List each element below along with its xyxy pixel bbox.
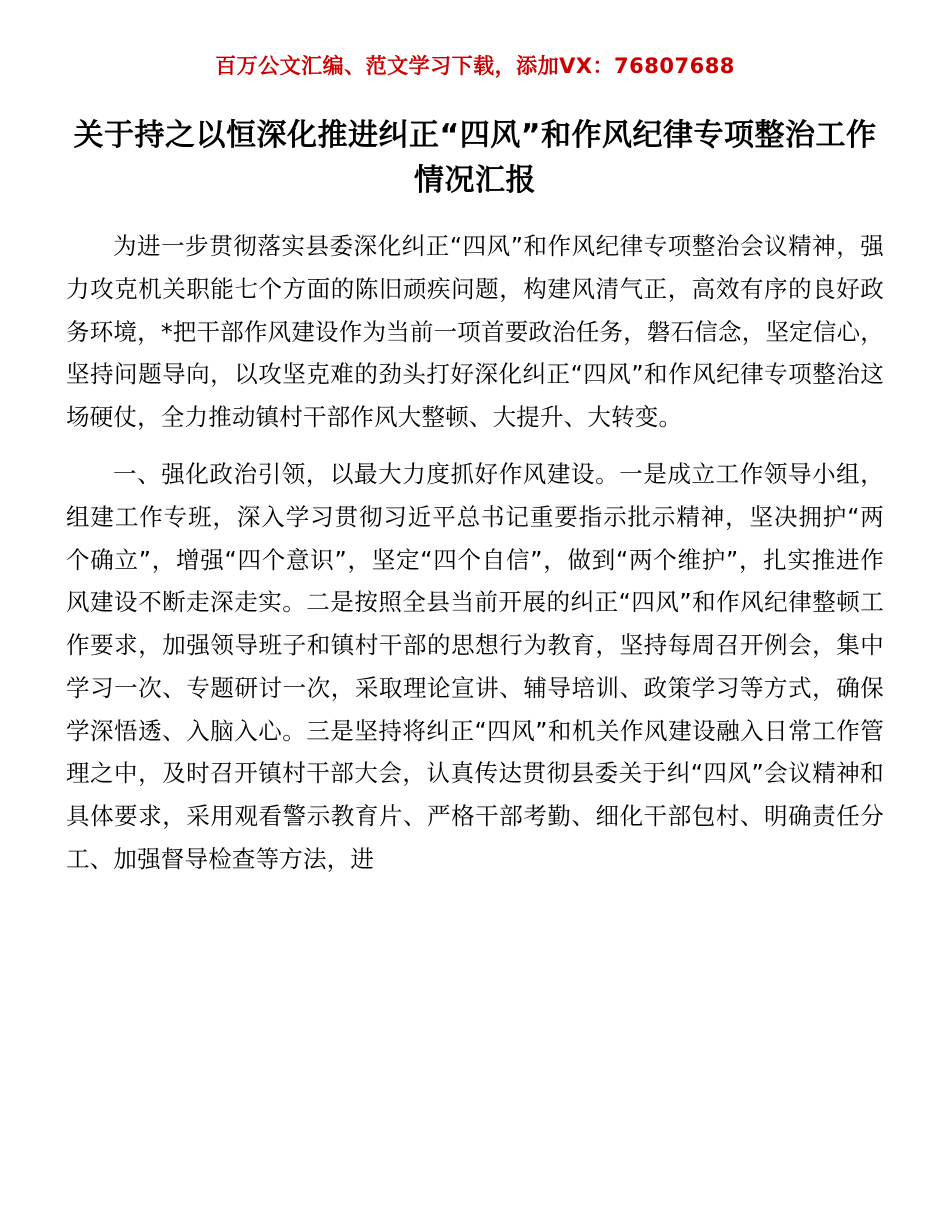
- promo-banner: 百万公文汇编、范文学习下载，添加VX：76807688: [215, 54, 735, 78]
- paragraph-intro: 为进一步贯彻落实县委深化纠正“四风”和作风纪律专项整治会议精神，强力攻克机关职能七个方面的陈旧顽疾问题，构建风清气正，高效有序的良好政务环境，*把干部作风建设作为当前一项首要政治任务，磐石信念，坚定信心，坚持问题导向，以攻坚克难的劲头打好深化纠正“四风”和作风纪律专项整治这场硬仗，全力推动镇村干部作风大整顿、大提升、大转变。: [66, 232, 884, 432]
- paragraph-section-one: 一、强化政治引领，以最大力度抓好作风建设。一是成立工作领导小组，组建工作专班，深入学习贯彻习近平总书记重要指示批示精神，坚决拥护“两个确立”，增强“四个意识”，坚定“四个自信”，做到“两个维护”，扎实推进作风建设不断走深走实。二是按照全县当前开展的纠正“四风”和作风纪律整顿工作要求，加强领导班子和镇村干部的思想行为教育，坚持每周召开例会，集中学习一次、专题研讨一次，采取理论宣讲、辅导培训、政策学习等方式，确保学深悟透、入脑入心。三是坚持将纠正“四风”和机关作风建设融入日常工作管理之中，及时召开镇村干部大会，认真传达贯彻县委关于纠“四风”会议精神和具体要求，采用观看警示教育片、严格干部考勤、细化干部包村、明确责任分工、加强督导检查等方法，进: [66, 460, 884, 873]
- page-title: 关于持之以恒深化推进纠正“四风”和作风纪律专项整治工作情况汇报: [73, 118, 877, 199]
- document-body: [66, 225, 884, 880]
